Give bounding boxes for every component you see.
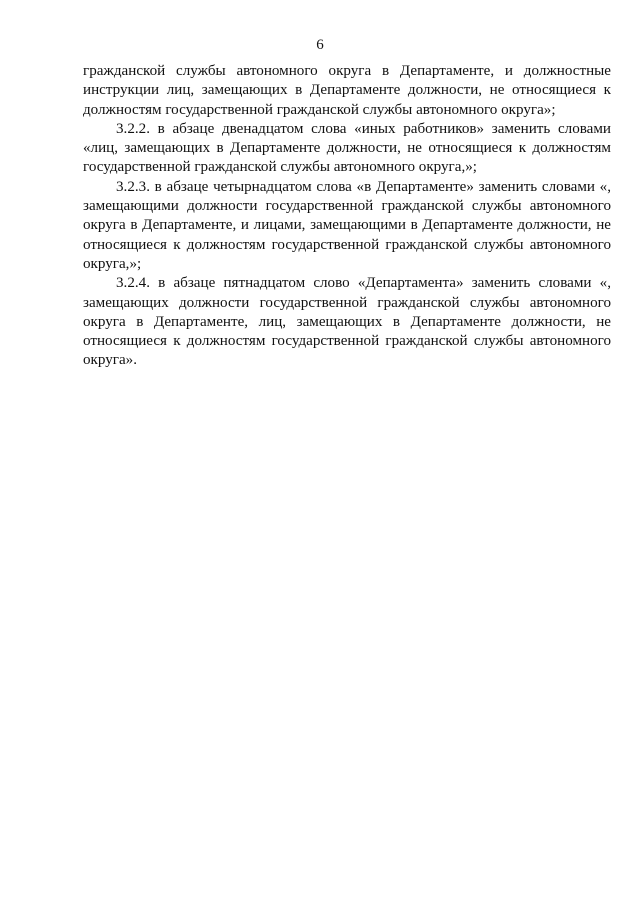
paragraph-continuation: гражданской службы автономного округа в Департаменте, и должностные инструкции лиц, замещающих в Департаменте должности, не относящиеся к должностям государственной гражданской службы автономного округа»; bbox=[83, 63, 611, 118]
paragraph-3-2-3: 3.2.3. в абзаце четырнадцатом слова «в Департаменте» заменить словами «, замещающими должности государственной гражданской службы автономного округа в Департаменте, и лицами, замещающими в Департаменте должности, не относящиеся к должностям государственной гражданской службы автономного округа,»; bbox=[83, 178, 611, 272]
paragraph-3-2-4: 3.2.4. в абзаце пятнадцатом слово «Департамента» заменить словами «, замещающих должности государственной гражданской службы автономного округа в Департаменте, лиц, замещающих в Департаменте должности, не относящиеся к должностям государственной гражданской службы автономного округа». bbox=[83, 275, 611, 369]
paragraph-3-2-2: 3.2.2. в абзаце двенадцатом слова «иных работников» заменить словами «лиц, замещающих в Департаменте должности, не относящиеся к должностям государственной гражданской службы автономного округа,»; bbox=[83, 120, 611, 176]
page-number: 6 bbox=[316, 37, 324, 53]
document-body bbox=[83, 62, 611, 371]
